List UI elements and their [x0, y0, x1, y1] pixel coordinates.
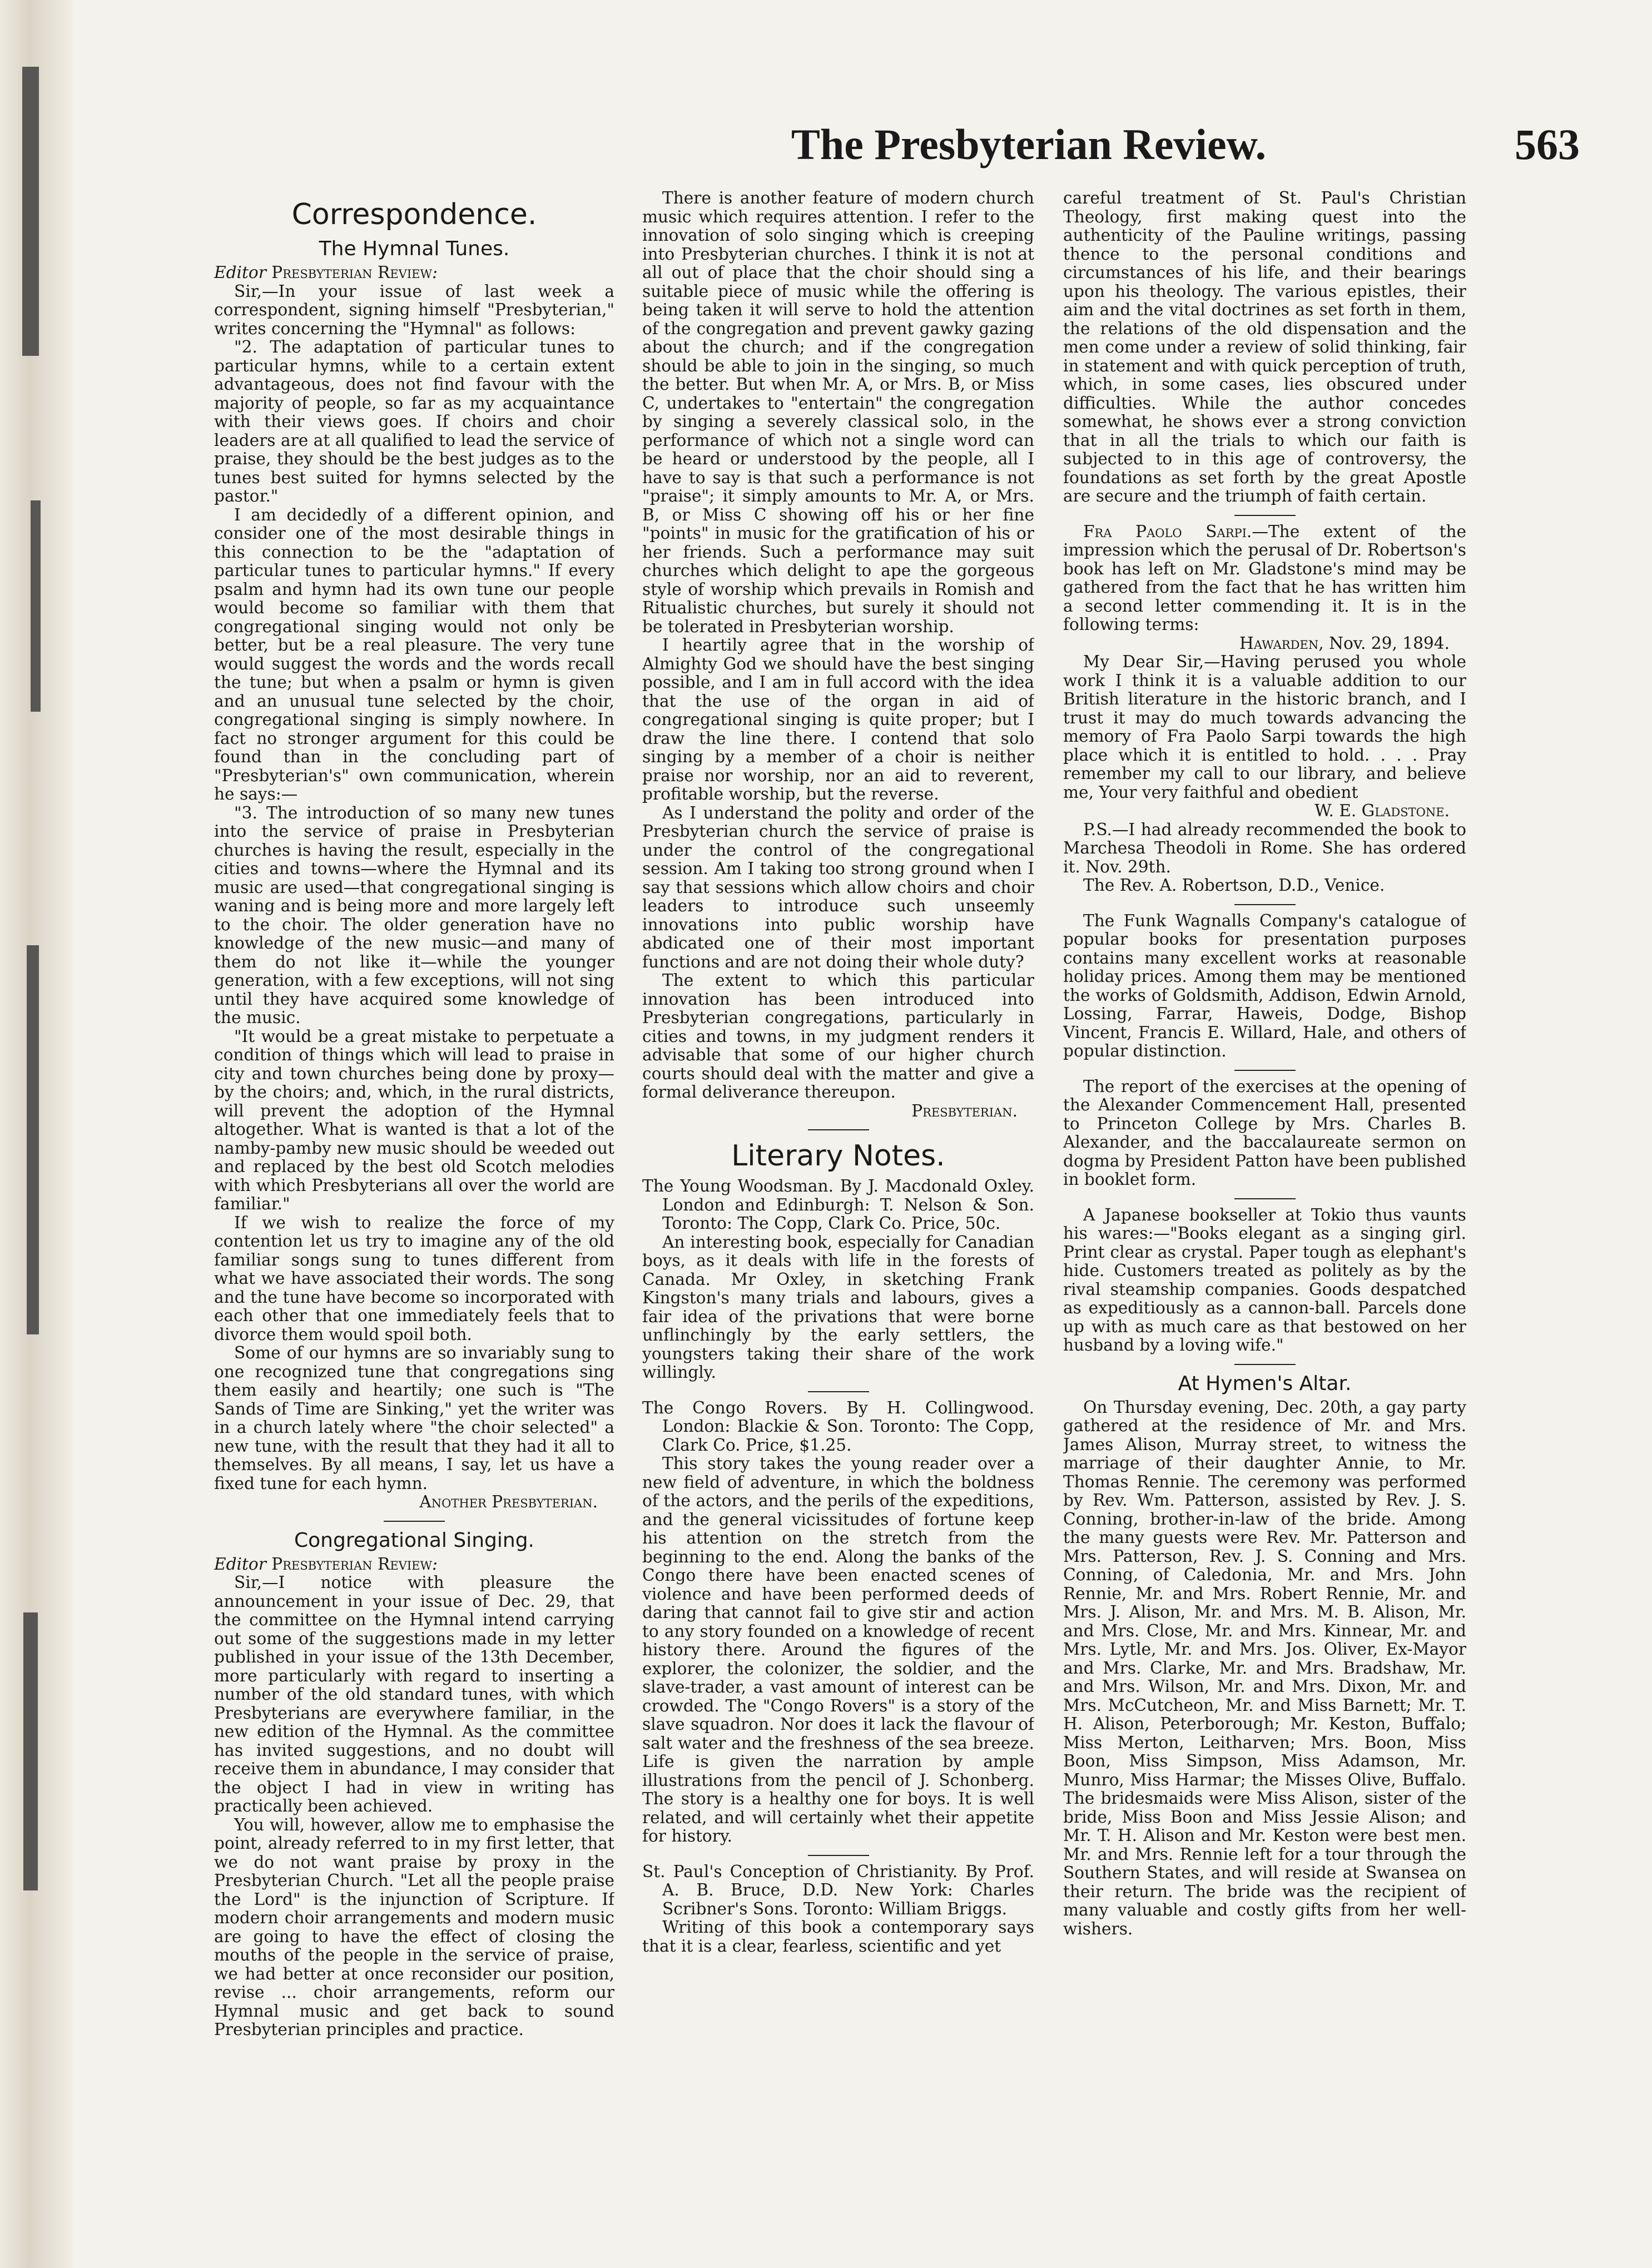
binding-stain [27, 945, 39, 1334]
hymnal-paragraph: Some of our hymns are so invariably sung to one recognized tune that congregations sing them easily and heartily; one such is "The Sands of Time are Sinking," yet the writer was in a church lately where "the choir selected" a new tune, with the result that they had it all to themselves. By all means, I say, let us have a fixed tune for each hymn. [214, 1343, 614, 1493]
japanese-bookseller-note: A Japanese bookseller at Tokio thus vaunts his wares:—"Books elegant as a singing girl. Print clear as crystal. Paper tough as elephant's hide. Customers treated as politely as by the rival steamship companies. Goods despatched as expeditiously as a cannon-ball. Parcels done up with as much care as that bestowed on her husband by a loving wife." [1063, 1205, 1466, 1354]
congregational-paragraph: You will, however, allow me to emphasise the point, already referred to in my first letter, that we do not want praise by proxy in the Presbyterian Church. "Let all the people praise the Lord" is the injunction of Scripture. If modern choir arrangements and modern music are going to have the effect of closing the mouths of the people in the service of praise, we had better at once reconsider our position, revise ... choir arrangements, reform our Hymnal music and get back to sound Presbyterian principles and practice. [214, 1815, 614, 2039]
divider-rule [1234, 1198, 1296, 1199]
wedding-notice: On Thursday evening, Dec. 20th, a gay party gathered at the residence of Mr. and Mrs. James Alison, Murray street, to witness the marriage of their daughter Annie, to Mr. Thomas Rennie. The ceremony was performed by Rev. Wm. Patterson, assisted by Rev. J. S. Conning, brother-in-law of the bride. Among the many guests were Rev. Mr. Patterson and Mrs. Patterson, Rev. J. S. Conning and Mrs. Conning, of Caledonia, Mr. and Mrs. John Rennie, Mr. and Mrs. Robert Rennie, Mr. and Mrs. J. Alison, Mr. and Mrs. M. B. Alison, Mr. and Mrs. Close, Mr. and Mrs. Kinnear, Mr. and Mrs. Lytle, Mr. and Mrs. Jos. Oliver, Ex-Mayor and Mrs. Clarke, Mr. and Mrs. Bradshaw, Mr. and Mrs. Wilson, Mr. and Mrs. Dixon, Mr. and Mrs. McCutcheon, Mr. and Miss Barnett; Mr. T. H. Alison, Peterborough; Mr. Keston, Buffalo; Miss Merton, Leitharven; Mrs. Boon, Miss Boon, Miss Simpson, Miss Adamson, Mr. Munro, Miss Harmar; the Misses Olive, Buffalo. The bridesmaids were Miss Alison, sister of the bride, Miss Boon and Miss Jessie Alison; and Mr. T. H. Alison and Mr. Keston were best men. Mr. and Mrs. Rennie left for a tour through the Southern States, and will reside at Swansea on their return. The bride was the recipient of many valuable and costly gifts from her well-wishers. [1063, 1397, 1466, 1938]
binding-stain [23, 1612, 38, 1890]
letter-recipient: The Rev. A. Robertson, D.D., Venice. [1083, 876, 1385, 895]
page-number: 563 [1515, 120, 1580, 168]
letter-postscript: P.S.—I had already recommended the book to Marchesa Theodoli in Rome. She has ordered it. Nov. 29th. [1063, 820, 1466, 876]
book-review-continued: careful treatment of St. Paul's Christian Theology, first making quest into the authenticity of the Pauline writings, passing thence to the personal conditions and circumstances of his life, and their bearings upon his theology. The various epistles, their aim and the vital doctrines as set forth in them, the relations of the old dispensation and the men come under a review of solid thinking, fair in statement and with quick perception of truth, which, in some cases, lies obscured under difficulties. While the author concedes somewhat, he shows ever a strong conviction that in all the trials to which our faith is subjected to in this age of controversy, the foundations as set forth by the great Apostle are secure and the triumph of faith certain. [1063, 189, 1466, 505]
funk-wagnalls-note: The Funk Wagnalls Company's catalogue of popular books for presentation purposes contains many excellent works at reasonable holiday prices. Among them may be mentioned the works of Goldsmith, Addison, Edwin Arnold, Lossing, Farrar, Haweis, Dodge, Bishop Vincent, Francis E. Willard, Hale, and others of popular distinction. [1063, 911, 1466, 1060]
binding-stain [31, 500, 41, 712]
congregational-paragraph: Sir,—I notice with pleasure the announcement in your issue of Dec. 29, that the committee on the Hymnal intend carrying out some of the suggestions made in my letter published in your issue of the 13th December, more particularly with regard to inserting a number of the old standard tunes, with which Presbyterians are everywhere familiar, in the new edition of the Hymnal. As the committee has invited suggestions, and no doubt will receive them in abundance, I may consider that the object I had in view in writing has practically been achieved. [214, 1573, 614, 1815]
presbyterian-signature: Presbyterian. [911, 1101, 1018, 1120]
divider-rule [1234, 1364, 1296, 1365]
hymens-altar-heading: At Hymen's Altar. [1178, 1372, 1352, 1395]
sarpi-intro: Fra Paolo Sarpi.—The extent of the impression which the perusal of Dr. Robertson's book has left on Mr. Gladstone's mind may be gathered from the fact that he has written him a second letter commending it. It is in the following terms: [1063, 522, 1466, 634]
binding-stain [22, 67, 39, 356]
divider-rule [384, 1521, 445, 1522]
solo-singing-paragraph: The extent to which this particular innovation has been introduced into Presbyterian congregations, particularly in cities and towns, in my judgment renders it advisable that some of our higher church courts should deal with the matter and give a formal deliverance thereupon. [642, 971, 1034, 1101]
book-citation: The Congo Rovers. By H. Collingwood. London: Blackie & Son. Toronto: The Copp, Clark Co. Price, $1.25. [642, 1398, 1034, 1455]
divider-rule [808, 1855, 869, 1856]
book-review: Writing of this book a contemporary says that it is a clear, fearless, scientific and yet [642, 1918, 1034, 1956]
column-3 [1063, 189, 1466, 2252]
divider-rule [808, 1391, 869, 1392]
hymnal-tunes-subheading: The Hymnal Tunes. [319, 237, 510, 260]
hymnal-paragraph: "It would be a great mistake to perpetuate a condition of things which will lead to praise in city and town churches being done by proxy—by the choirs; and, which, in the rural districts, will prevent the adoption of the Hymnal altogether. What is wanted is that a lot of the namby-pamby new music should be weeded out and replaced by the best old Scotch melodies with which Presbyterians all over the world are familiar." [214, 1026, 614, 1213]
divider-rule [1234, 904, 1296, 905]
hymnal-paragraph: I am decidedly of a different opinion, and consider one of the most desirable things in this connection to be the "adaptation of particular tunes to particular hymns." If every psalm and hymn had its own tune our people would become so familiar with them that congregational singing would not only be better, but be a real pleasure. The very tune would suggest the words and the words recall the tune; but when a psalm or hymn is given and an unusual tune selected by the choir, congregational singing is simply nowhere. In fact no stronger argument for this could be found than in the concluding part of "Presbyterian's" own communication, wherein he says:— [214, 505, 614, 803]
book-review: This story takes the young reader over a new field of adventure, in which the boldness of the actors, and the perils of the expeditions, and the general vicissitudes of fortune keep his attention on the stretch from the beginning to the end. Along the banks of the Congo there have been enacted scenes of violence and have been performed deeds of daring that cannot fail to give stir and action to any story founded on a knowledge of recent history there. Around the figures of the explorer, the colonizer, the soldier, and the slave-trader, a vast amount of interest can be crowded. The "Congo Rovers" is a story of the slave squadron. Nor does it lack the flavour of salt water and the freshness of the sea breeze. Life is given the narration by ample illustrations from the pencil of J. Schonberg. The story is a healthy one for boys. It is well related, and will certainly whet their appetite for history. [642, 1454, 1034, 1845]
hymnal-paragraph: Sir,—In your issue of last week a correspondent, signing himself "Presbyterian," writes concerning the "Hymnal" as follows: [214, 281, 614, 338]
hymnal-paragraph: If we wish to realize the force of my contention let us try to imagine any of the old familiar songs sung to tunes different from what we have associated their words. The song and the tune have become so incorporated with each other that one immediately feels that to divorce them would spoil both. [214, 1213, 614, 1344]
solo-singing-paragraph: I heartily agree that in the worship of Almighty God we should have the best singing possible, and I am in full accord with the idea that the use of the organ in aid of congregational singing is quite proper; but I draw the line there. I contend that solo singing by a member of a choir is neither praise nor worship, nor an aid to reverent, profitable worship, but the reverse. [642, 636, 1034, 803]
book-citation: St. Paul's Conception of Christianity. By Prof. A. B. Bruce, D.D. New York: Charles Scribner's Sons. Toronto: William Briggs. [642, 1862, 1034, 1918]
correspondence-heading: Correspondence. [291, 198, 537, 231]
book-review: An interesting book, especially for Canadian boys, as it deals with life in the forests of Canada. Mr Oxley, in sketching Frank Kingston's many trials and labours, gives a fair idea of the privations that were borne unflinchingly by the early settlers, the youngsters taking their share of the work willingly. [642, 1232, 1034, 1382]
gladstone-signature: W. E. Gladstone. [1314, 801, 1450, 820]
solo-singing-paragraph: As I understand the polity and order of the Presbyterian church the service of praise is under the control of the congregational session. Am I taking too strong ground when I say that sessions which allow choirs and choir leaders to introduce such unseemly innovations into public worship have abdicated one of their most important functions and are not doing their whole duty? [642, 803, 1034, 971]
alexander-hall-note: The report of the exercises at the opening of the Alexander Commencement Hall, presented to Princeton College by Mrs. Charles B. Alexander, and the baccalaureate sermon on dogma by President Patton have been published in booklet form. [1063, 1076, 1466, 1189]
divider-rule [808, 1129, 869, 1130]
hymnal-signature: Another Presbyterian. [419, 1492, 598, 1511]
running-head: The Presbyterian Review. [791, 120, 1267, 168]
page-binding-edge [0, 0, 72, 2268]
hymnal-paragraph: "2. The adaptation of particular tunes to particular hymns, while to a certain extent advantageous, does not find favour with the majority of people, so far as my acquaintance with their views goes. If choirs and choir leaders are at all qualified to lead the service of praise, they should be the best judges as to the tunes best suited for hymns selected by the pastor." [214, 338, 614, 505]
letter-dateline: Hawarden, Nov. 29, 1894. [1239, 633, 1450, 653]
book-citation: The Young Woodsman. By J. Macdonald Oxley. London and Edinburgh: T. Nelson & Son. Toronto: The Copp, Clark Co. Price, 50c. [642, 1177, 1034, 1233]
column-2 [642, 189, 1034, 2252]
divider-rule [1234, 515, 1296, 516]
hymnal-paragraph: "3. The introduction of so many new tunes into the service of praise in Presbyterian churches is having the result, especially in the cities and towns—where the Hymnal and its music are used—that congregational singing is waning and is being more and more largely left to the choir. The older generation have no knowledge of the new music—and many of them do not like it—while the younger generation, with a few exceptions, will not sing until they have acquired some knowledge of the music. [214, 803, 614, 1027]
literary-notes-heading: Literary Notes. [731, 1139, 945, 1173]
divider-rule [1234, 1070, 1296, 1071]
gladstone-letter: My Dear Sir,—Having perused you whole work I think it is a valuable addition to our British literature in the historic branch, and I trust it may do much towards advancing the memory of Fra Paolo Sarpi towards the high place which it is entitled to hold. . . . Pray remember my call to our library, and believe me, Your very faithful and obedient [1063, 652, 1466, 802]
solo-singing-paragraph: There is another feature of modern church music which requires attention. I refer to the innovation of solo singing which is creeping into Presbyterian churches. I think it is not at all out of place that the choir should sing a suitable piece of music while the offering is being taken it will serve to hold the attention of the congregation and prevent gawky gazing about the church; and if the congregation should be able to join in the singing, so much the better. But when Mr. A, or Mrs. B, or Miss C, undertakes to "entertain" the congregation by singing a severely classical solo, in the performance of which not a single word can be heard or understood by the people, all I have to say is that such a performance is not "praise"; it simply amounts to Mr. A, or Mrs. B, or Miss C showing off his or her fine "points" in music for the gratification of his or her friends. Such a performance may suit churches which delight to ape the gorgeous style of worship which prevails in Romish and Ritualistic churches, but surely it should not be tolerated in Presbyterian worship. [642, 189, 1034, 636]
congregational-addressee: Editor Presbyterian Review: [214, 1554, 438, 1574]
column-1 [214, 189, 614, 2252]
hymnal-addressee: Editor Presbyterian Review: [214, 263, 438, 282]
congregational-singing-subheading: Congregational Singing. [294, 1528, 534, 1552]
